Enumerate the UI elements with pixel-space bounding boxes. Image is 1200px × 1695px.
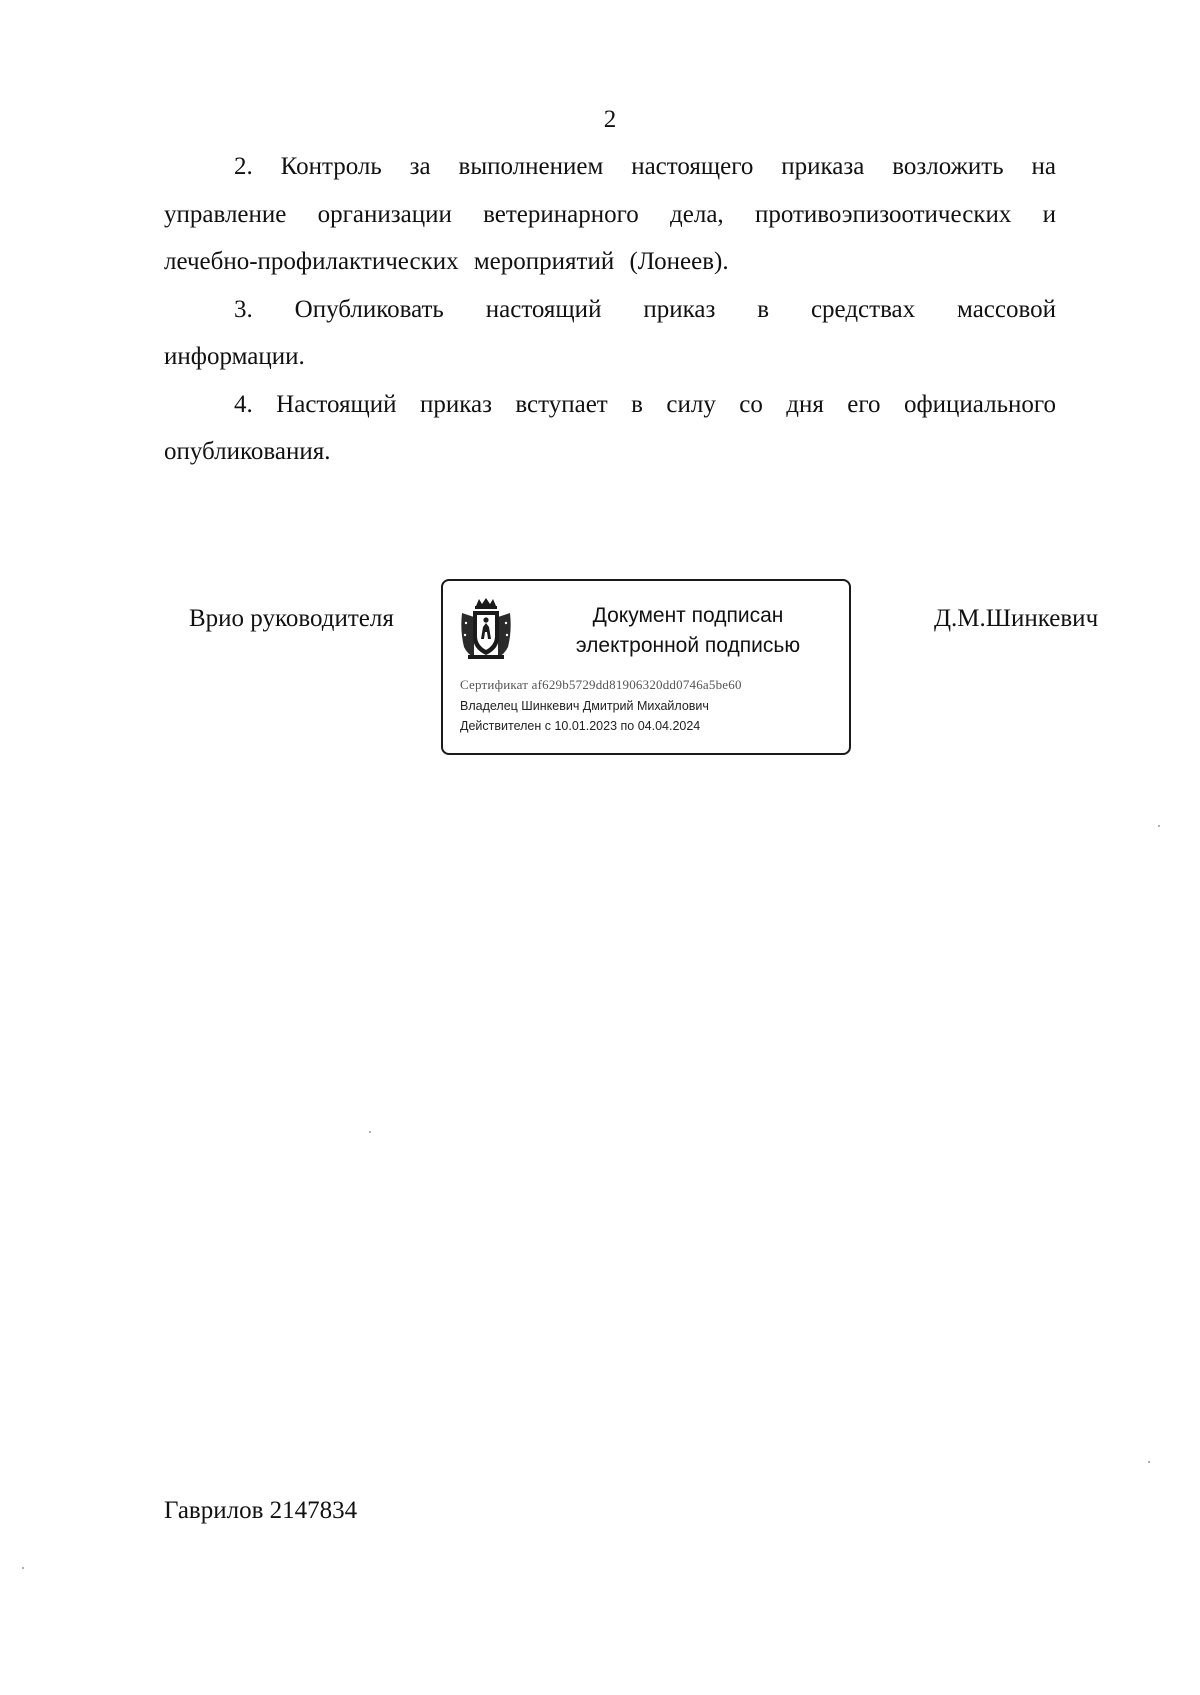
certificate-owner: Владелец Шинкевич Дмитрий Михайлович [460,699,709,713]
paragraph-2: 2. Контроль за выполнением настоящего приказа возложить на управление организации ветеринарного дела, противоэпизоотических и лечебно-профилактических мероприятий (Лонеев). [164,153,1056,275]
e-signature-stamp [441,579,851,755]
stamp-title [543,601,833,661]
certificate-validity: Действителен с 10.01.2023 по 04.04.2024 [460,719,701,733]
page-number: 2 [603,106,617,133]
paragraph-4: 4. Настоящий приказ вступает в силу со дня его официального опубликования. [164,390,1056,465]
scan-speck [369,1131,371,1133]
stamp-title-line-2: электронной подписью [575,634,801,657]
coat-of-arms-icon [458,597,514,661]
executor-contact: Гаврилов 2147834 [164,1497,358,1524]
document-body [164,143,1056,476]
certificate-number: Сертификат af629b5729dd81906320dd0746a5be60 [460,677,742,692]
stamp-title-line-1: Документ подписан [592,604,784,627]
scan-speck [1158,825,1160,827]
scan-speck [1148,1461,1150,1463]
scan-speck [22,1567,24,1569]
signatory-name: Д.М.Шинкевич [934,605,1099,632]
signatory-position: Врио руководителя [189,605,394,632]
paragraph-3: 3. Опубликовать настоящий приказ в средствах массовой информации. [164,295,1056,370]
